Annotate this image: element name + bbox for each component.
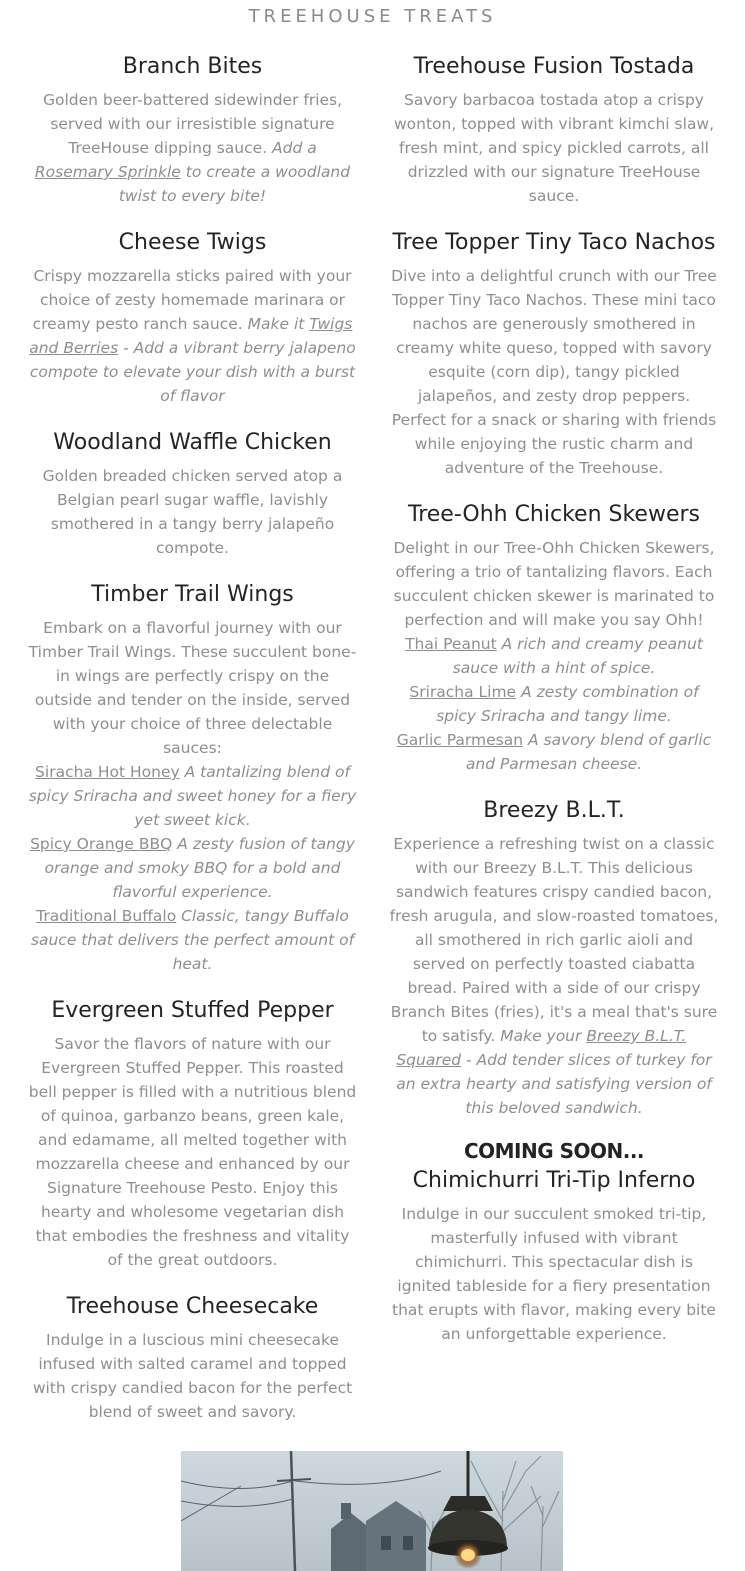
menu-item-description: Crispy mozzarella sticks paired with your choice of zesty homemade marinara or creamy pesto ranch sauce. Make it Twigs and Berries - Add a vibrant berry jalapeno compote to elevate your dish with a burst of flavor	[29, 267, 356, 405]
thai-peanut-link[interactable]: Thai Peanut	[405, 635, 497, 653]
menu-item-name: Woodland Waffle Chicken	[53, 430, 332, 455]
menu-item-name: Evergreen Stuffed Pepper	[51, 998, 334, 1023]
menu-item-name: Breezy B.L.T.	[483, 798, 625, 823]
menu-item-evergreen-stuffed-pepper	[28, 994, 357, 1272]
treehouse-photo-illustration	[181, 1451, 563, 1571]
menu-item-treehouse-fusion-tostada	[389, 50, 719, 208]
menu-item-name: Tree-Ohh Chicken Skewers	[407, 502, 700, 527]
menu-item-description: Delight in our Tree-Ohh Chicken Skewers, offering a trio of tantalizing flavors. Each succulent chicken skewer is marinated to perfection and will make you say Ohh!	[393, 539, 715, 629]
menu-item-woodland-waffle-chicken	[28, 426, 357, 560]
menu-columns	[0, 50, 745, 1442]
sauce-option: Sriracha Lime A zesty combination of spicy Sriracha and tangy lime.	[409, 683, 699, 725]
traditional-buffalo-link[interactable]: Traditional Buffalo	[36, 907, 177, 925]
menu-item-description: Indulge in our succulent smoked tri-tip, masterfully infused with vibrant chimichurri. This spectacular dish is ignited tableside for a fiery presentation that erupts with flavor, making every bite an unforgettable experience.	[392, 1205, 716, 1343]
menu-item-cheese-twigs	[28, 226, 357, 408]
menu-item-name: Tree Topper Tiny Taco Nachos	[392, 230, 716, 255]
sauce-option: Siracha Hot Honey A tantalizing blend of spicy Sriracha and sweet honey for a fiery yet sweet kick.	[28, 763, 357, 829]
siracha-hot-honey-link[interactable]: Siracha Hot Honey	[35, 763, 180, 781]
menu-item-name: Treehouse Fusion Tostada	[413, 54, 695, 79]
menu-item-description: Savory barbacoa tostada atop a crispy wonton, topped with vibrant kimchi slaw, fresh mint, and spicy pickled carrots, all drizzled with our signature TreeHouse sauce.	[393, 91, 715, 205]
menu-item-chimichurri-tri-tip-inferno	[389, 1138, 719, 1346]
twigs-and-berries-link[interactable]: Twigs and Berries	[29, 315, 353, 357]
menu-item-name: Timber Trail Wings	[91, 582, 294, 607]
menu-item-description: Embark on a flavorful journey with our Timber Trail Wings. These succulent bone-in wings are perfectly crispy on the outside and tender on the inside, served with your choice of three delectable sauces:	[28, 619, 357, 757]
section-title: TREEHOUSE TREATS	[248, 6, 497, 27]
coming-soon-label: COMING SOON...	[463, 1139, 645, 1163]
sriracha-lime-link[interactable]: Sriracha Lime	[409, 683, 517, 701]
sauce-option: Thai Peanut A rich and creamy peanut sauce with a hint of spice.	[405, 635, 703, 677]
treehouse-photo	[181, 1451, 563, 1571]
menu-item-name: Cheese Twigs	[118, 230, 267, 255]
rosemary-sprinkle-link[interactable]: Rosemary Sprinkle	[34, 163, 181, 181]
spicy-orange-bbq-link[interactable]: Spicy Orange BBQ	[30, 835, 173, 853]
menu-item-name: Treehouse Cheesecake	[66, 1294, 319, 1319]
menu-item-description: Golden beer-battered sidewinder fries, served with our irresistible signature TreeHouse dipping sauce. Add a Rosemary Sprinkle to create a woodland twist to every bite!	[34, 91, 351, 205]
menu-column-right	[385, 50, 745, 1442]
menu-column-left	[0, 50, 385, 1442]
sauce-option: Traditional Buffalo Classic, tangy Buffalo sauce that delivers the perfect amount of heat.	[30, 907, 355, 973]
menu-item-breezy-blt	[389, 794, 719, 1120]
menu-item-branch-bites	[28, 50, 357, 208]
menu-item-description: Savor the flavors of nature with our Evergreen Stuffed Pepper. This roasted bell pepper is filled with a nutritious blend of quinoa, garbanzo beans, green kale, and edamame, all melted together with mozzarella cheese and enhanced by our Signature Treehouse Pesto. Enjoy this hearty and wholesome vegetarian dish that embodies the freshness and vitality of the great outdoors.	[28, 1035, 357, 1269]
menu-item-tree-ohh-chicken-skewers	[389, 498, 719, 776]
menu-item-treehouse-cheesecake	[28, 1290, 357, 1424]
menu-item-name: Chimichurri Tri-Tip Inferno	[412, 1168, 696, 1193]
menu-item-description: Indulge in a luscious mini cheesecake infused with salted caramel and topped with crispy candied bacon for the perfect blend of sweet and savory.	[32, 1331, 353, 1421]
menu-item-name: Branch Bites	[122, 54, 263, 79]
menu-item-description: Experience a refreshing twist on a classic with our Breezy B.L.T. This delicious sandwich features crispy candied bacon, fresh arugula, and slow-roasted tomatoes, all smothered in rich garlic aioli and served on perfectly toasted ciabatta bread. Paired with a side of our crispy Branch Bites (fries), it's a meal that's sure to satisfy. Make your Breezy B.L.T. Squared - Add tender slices of turkey for an extra hearty and satisfying version of this beloved sandwich.	[389, 835, 719, 1117]
garlic-parmesan-link[interactable]: Garlic Parmesan	[396, 731, 524, 749]
menu-item-tree-topper-tiny-taco-nachos	[389, 226, 719, 480]
breezy-blt-squared-link[interactable]: Breezy B.L.T. Squared	[396, 1027, 687, 1069]
sauce-option: Garlic Parmesan A savory blend of garlic and Parmesan cheese.	[396, 731, 712, 773]
menu-item-timber-trail-wings	[28, 578, 357, 976]
sauce-option: Spicy Orange BBQ A zesty fusion of tangy orange and smoky BBQ for a bold and flavorful experience.	[30, 835, 355, 901]
menu-item-description: Dive into a delightful crunch with our Tree Topper Tiny Taco Nachos. These mini taco nachos are generously smothered in creamy white queso, topped with savory esquite (corn dip), tangy pickled jalapeños, and zesty drop peppers. Perfect for a snack or sharing with friends while enjoying the rustic charm and adventure of the Treehouse.	[391, 267, 717, 477]
menu-item-description: Golden breaded chicken served atop a Belgian pearl sugar waffle, lavishly smothered in a tangy berry jalapeño compote.	[42, 467, 343, 557]
